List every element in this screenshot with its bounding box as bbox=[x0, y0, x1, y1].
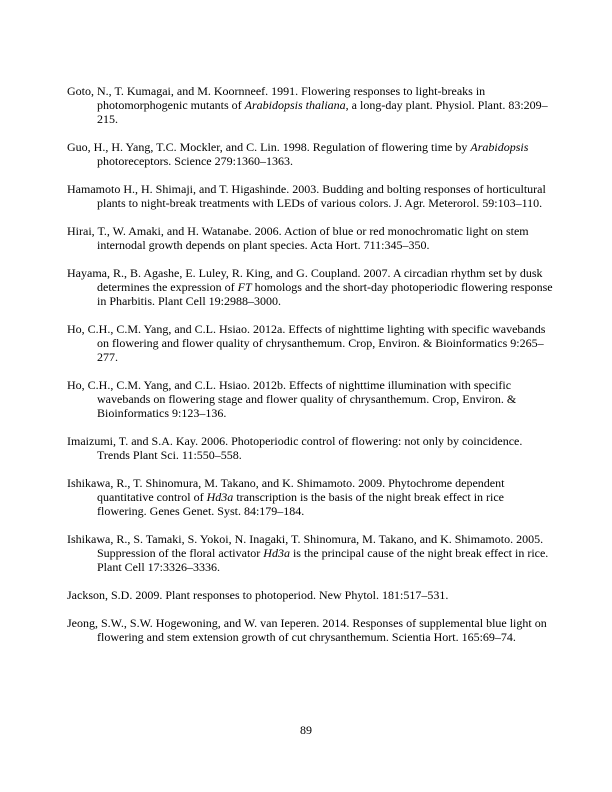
reference-text: Jeong, S.W., S.W. Hogewoning, and W. van Ieperen. 2014. Responses of supplemental blue light on flowering and stem extension growth of cut chrysanthemum. Scientia Hort. 165:69–74. bbox=[67, 616, 547, 644]
reference-text: Guo, H., H. Yang, T.C. Mockler, and C. Lin. 1998. Regulation of flowering time by bbox=[67, 140, 471, 154]
reference-entry bbox=[67, 224, 553, 252]
reference-text: Jackson, S.D. 2009. Plant responses to photoperiod. New Phytol. 181:517–531. bbox=[67, 588, 449, 602]
reference-entry bbox=[67, 616, 553, 644]
reference-text: Goto, N., T. Kumagai, and M. Koornneef. 1991. Flowering responses to light-breaks in photomorphogenic mutants of bbox=[67, 84, 486, 112]
reference-entry bbox=[67, 378, 553, 420]
reference-italic-text: Arabidopsis bbox=[470, 140, 529, 154]
reference-text: Hirai, T., W. Amaki, and H. Watanabe. 2006. Action of blue or red monochromatic light on stem internodal growth depends on plant species. Acta Hort. 711:345–350. bbox=[67, 224, 529, 252]
reference-italic-text: Arabidopsis thaliana bbox=[244, 98, 346, 112]
reference-text: transcription is the basis of the night break effect in rice flowering. Genes Genet. Syst. 84:179–184. bbox=[97, 490, 505, 518]
reference-text: is the principal cause of the night break effect in rice. Plant Cell 17:3326–3336. bbox=[97, 546, 549, 574]
reference-entry bbox=[67, 588, 553, 602]
reference-text: Imaizumi, T. and S.A. Kay. 2006. Photoperiodic control of flowering: not only by coincidence. Trends Plant Sci. 11:550–558. bbox=[67, 434, 523, 462]
reference-text: , a long-day plant. Physiol. Plant. 83:209–215. bbox=[97, 98, 548, 126]
reference-italic-text: FT bbox=[237, 280, 252, 294]
reference-text: Ishikawa, R., T. Shinomura, M. Takano, and K. Shimamoto. 2009. Phytochrome dependent quantitative control of bbox=[67, 476, 505, 504]
reference-text: Hayama, R., B. Agashe, E. Luley, R. King, and G. Coupland. 2007. A circadian rhythm set by dusk determines the expression of bbox=[67, 266, 543, 294]
reference-entry bbox=[67, 266, 553, 308]
reference-entry bbox=[67, 140, 553, 168]
reference-entry bbox=[67, 434, 553, 462]
reference-text: Ho, C.H., C.M. Yang, and C.L. Hsiao. 2012a. Effects of nighttime lighting with specific wavebands on flowering and flower quality of chrysanthemum. Crop, Environ. & Bioinformatics 9:265–277. bbox=[67, 322, 546, 364]
reference-text: photoreceptors. Science 279:1360–1363. bbox=[97, 154, 293, 168]
reference-entry bbox=[67, 182, 553, 210]
reference-entry bbox=[67, 84, 553, 126]
reference-italic-text: Hd3a bbox=[263, 546, 290, 560]
reference-italic-text: Hd3a bbox=[206, 490, 234, 504]
reference-text: Ishikawa, R., S. Tamaki, S. Yokoi, N. Inagaki, T. Shinomura, M. Takano, and K. Shimamoto. 2005. Suppression of the floral activator bbox=[67, 532, 544, 560]
reference-entry bbox=[67, 322, 553, 364]
reference-entry bbox=[67, 532, 553, 574]
references-list bbox=[67, 84, 553, 658]
page-number: 89 bbox=[300, 723, 312, 737]
reference-entry bbox=[67, 476, 553, 518]
reference-text: homologs and the short-day photoperiodic flowering response in Pharbitis. Plant Cell 19:2988–3000. bbox=[97, 280, 553, 308]
reference-text: Hamamoto H., H. Shimaji, and T. Higashinde. 2003. Budding and bolting responses of horticultural plants to night-break treatments with LEDs of various colors. J. Agr. Meterorol. 59:103–110. bbox=[67, 182, 546, 210]
reference-text: Ho, C.H., C.M. Yang, and C.L. Hsiao. 2012b. Effects of nighttime illumination with specific wavebands on flowering stage and flower quality of chrysanthemum. Crop, Environ. & Bioinformatics 9:123–136. bbox=[67, 378, 517, 420]
